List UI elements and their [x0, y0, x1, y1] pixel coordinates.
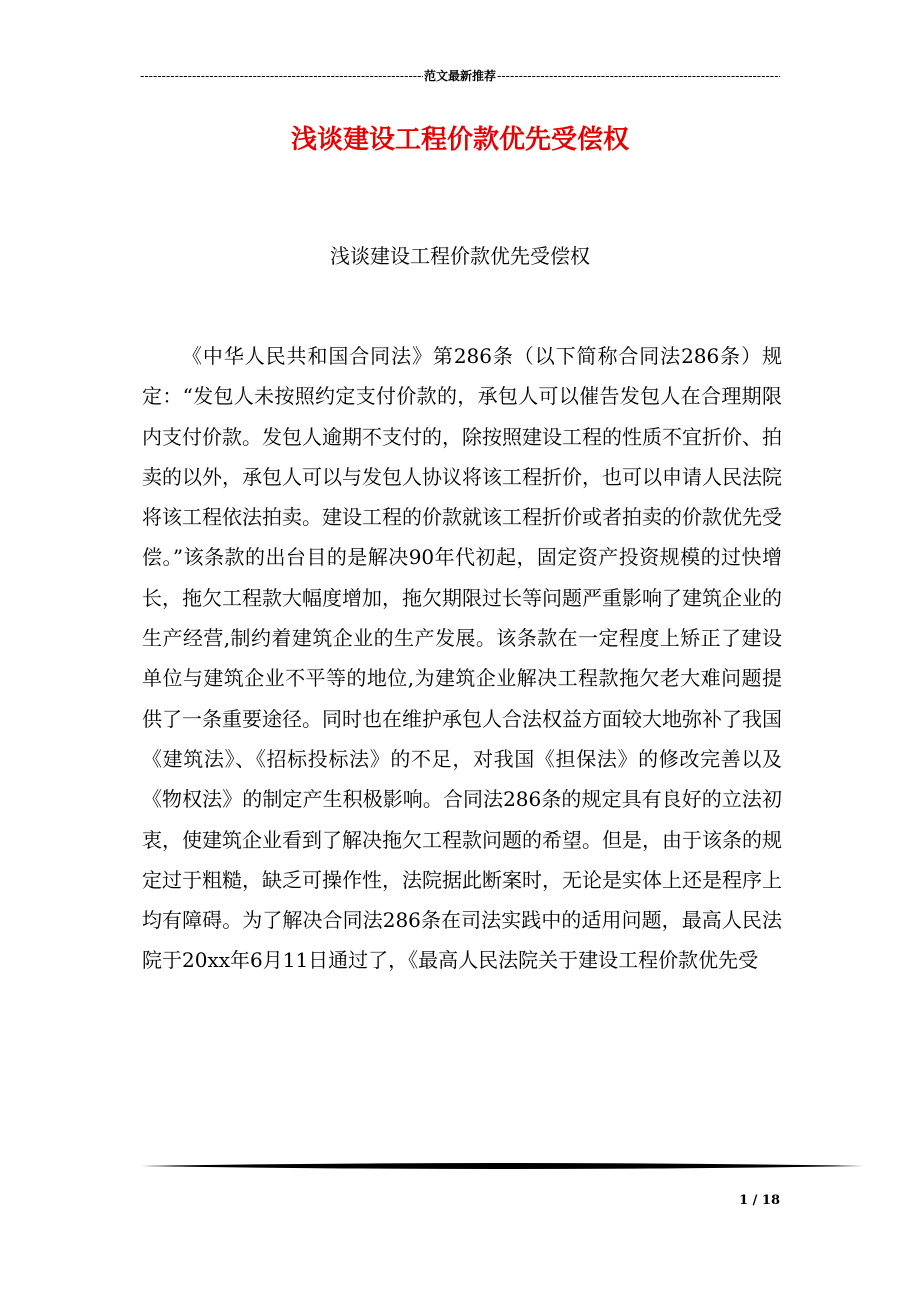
body-paragraph: 《中华人民共和国合同法》第286条（以下简称合同法286条）规定：“发包人未按照约定支付价款的，承包人可以催告发包人在合理期限内支付价款。发包人逾期不支付的，除按照建设工程的性质不宜折价、拍卖的以外，承包人可以与发包人协议将该工程折价，也可以申请人民法院将该工程依法拍卖。建设工程的价款就该工程折价或者拍卖的价款优先受偿。”该条款的出台目的是解决90年代初起，固定资产投资规模的过快增长，拖欠工程款大幅度增加，拖欠期限过长等问题严重影响了建筑企业的生产经营,制约着建筑企业的生产发展。该条款在一定程度上矫正了建设单位与建筑企业不平等的地位,为建筑企业解决工程款拖欠老大难问题提供了一条重要途径。同时也在维护承包人合法权益方面较大地弥补了我国《建筑法》、《招标投标法》的不足，对我国《担保法》的修改完善以及《物权法》的制定产生积极影响。合同法286条的规定具有良好的立法初衷，使建筑企业看到了解决拖欠工程款问题的希望。但是，由于该条的规定过于粗糙，缺乏可操作性，法院据此断案时，无论是实体上还是程序上均有障碍。为了解决合同法286条在司法实践中的适用问题，最高人民法院于20xx年6月11日通过了，《最高人民法院关于建设工程价款优先受 [142, 344, 782, 973]
footer-rule [140, 1160, 864, 1172]
document-title: 浅谈建设工程价款优先受偿权 [290, 125, 629, 155]
header-label: 范文最新推荐 [423, 69, 496, 83]
document-subtitle: 浅谈建设工程价款优先受偿权 [330, 244, 590, 268]
page-header [140, 68, 780, 84]
page-number: 1 / 18 [739, 1193, 780, 1208]
header-dash-left [140, 68, 423, 84]
header-dash-right [497, 68, 780, 84]
